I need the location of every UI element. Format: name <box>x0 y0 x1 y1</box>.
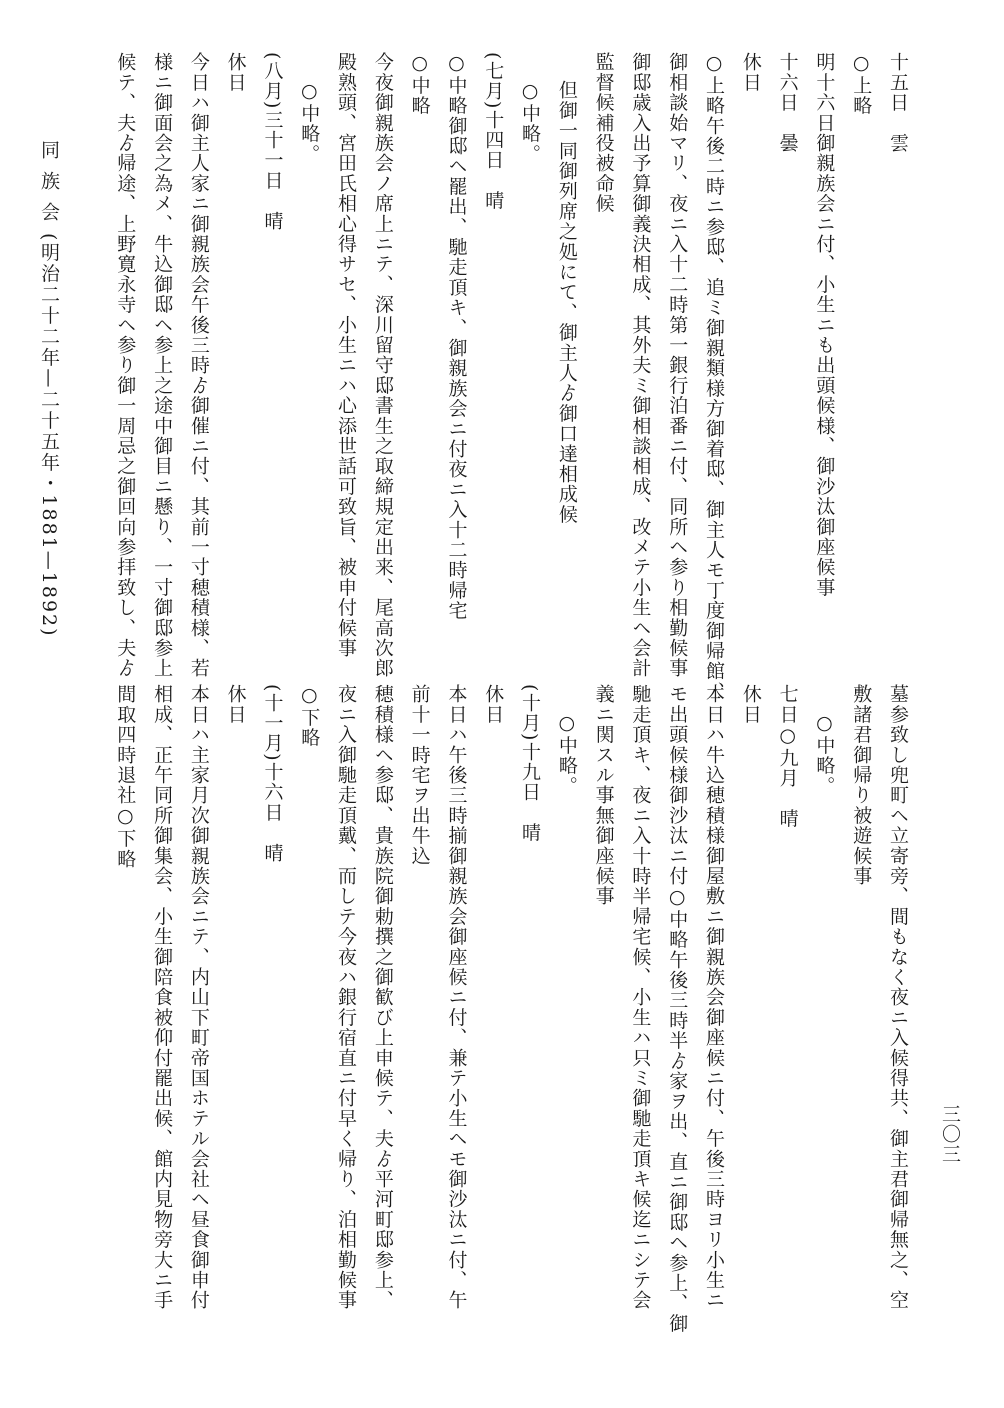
text-line: モ出頭候様御沙汰ニ付○中略午後三時半ゟ家ヲ出、直ニ御邸ヘ参上、御 <box>666 684 689 1334</box>
text-line: 穂積様ヘ参邸、貴族院御勅撰之御歓び上申候テ、夫ゟ平河町邸参上、 <box>371 684 394 1311</box>
text-line: 義ニ関スル事無御座候事 <box>592 684 615 907</box>
text-line: 休日 <box>739 684 762 725</box>
text-line: 監督候補役被命候 <box>592 52 615 214</box>
text-line: (七月)十四日 晴 <box>482 52 505 211</box>
running-header <box>36 140 63 638</box>
text-line: 相成、正午同所御集会、小生御陪食被仰付罷出候、館内見物旁大ニ手 <box>151 684 174 1311</box>
text-line: ○中略。 <box>813 712 836 796</box>
text-line: 休日 <box>739 52 762 93</box>
text-line: 十六日 曇 <box>776 52 799 153</box>
text-line: 本日ハ午後三時揃御親族会御座候ニ付、兼テ小生ヘモ御沙汰ニ付、午 <box>445 684 468 1311</box>
text-line: 休日 <box>482 684 505 725</box>
text-line: 墓参致し兜町ヘ立寄旁、間もなく夜ニ入候得共、御主君御帰無之、空 <box>887 684 909 1311</box>
text-line: 夜ニ入御馳走頂戴、而しテ今夜ハ銀行宿直ニ付早く帰り、泊相勤候事 <box>335 684 358 1311</box>
text-line: ○中略。 <box>555 712 578 796</box>
text-line: (八月)三十一日 晴 <box>261 52 284 231</box>
text-line: 間取四時退社○下略 <box>114 684 137 869</box>
text-line: 本日ハ牛込穂積様御屋敷ニ御親族会御座候ニ付、午後三時ヨリ小生ニ <box>703 684 726 1311</box>
header-title: 同族会 <box>38 140 60 233</box>
page-number: 三〇三 <box>939 1104 961 1164</box>
text-line: 今日ハ御主人家ニ御親族会午後三時ゟ御催ニ付、其前一寸穂積様、若 <box>187 52 210 679</box>
text-line: ○中略御邸ヘ罷出、馳走頂キ、御親族会ニ付夜ニ入十二時帰宅 <box>445 52 468 621</box>
text-line: 十五日 雲 <box>887 52 909 153</box>
text-line: 候テ、夫ゟ帰途、上野寛永寺ヘ参り御一周忌之御回向参拝致し、夫ゟ <box>114 52 137 679</box>
text-line: 殿熟頭、宮田氏相心得サセ、小生ニハ心添世話可致旨、被申付候事 <box>335 52 358 658</box>
text-line: 御邸歳入出予算御義決相成、其外夫ミ御相談相成、改メテ小生ヘ会計 <box>629 52 652 679</box>
text-line: 本日ハ主家月次御親族会ニテ、内山下町帝国ホテル会社ヘ昼食御申付 <box>187 684 210 1311</box>
header-period: (明治二十二年—二十五年・1881—1892) <box>38 233 60 638</box>
text-line: ○上略午後二時ニ参邸、追ミ御親類様方御着邸、御主人モ丁度御帰館、 <box>703 52 726 702</box>
text-line: 前十一時宅ヲ出牛込 <box>408 684 431 866</box>
bottom-text-block <box>96 684 916 1334</box>
text-line: 七日○九月 晴 <box>776 684 799 829</box>
text-line: ○中略。 <box>298 80 321 164</box>
text-line: (十一月)十六日 晴 <box>261 684 284 863</box>
text-line: 休日 <box>224 52 247 93</box>
text-line: 但御一同御列席之処にて、御主人ゟ御口達相成候 <box>555 80 578 525</box>
text-line: ○中略 <box>408 52 431 116</box>
text-line: (十月)十九日 晴 <box>519 684 542 843</box>
text-line: 馳走頂キ、夜ニ入十時半帰宅候、小生ハ只ミ御馳走頂キ候迄ニシテ会 <box>629 684 652 1311</box>
text-line: 休日 <box>224 684 247 725</box>
text-line: ○中略。 <box>519 80 542 164</box>
text-line: 今夜御親族会ノ席上ニテ、深川留守邸書生之取締規定出来、尾高次郎 <box>371 52 394 679</box>
text-line: 様ニ御面会之為メ、牛込御邸ヘ参上之途中御目ニ懸り、一寸御邸参上 <box>151 52 174 679</box>
text-line: ○下略 <box>298 684 321 748</box>
text-line: 敷諸君御帰り被遊候事 <box>850 684 873 886</box>
text-line: ○上略 <box>850 52 873 116</box>
text-line: 御相談始マリ、夜ニ入十二時第一銀行泊番ニ付、同所ヘ参り相勤候事 <box>666 52 689 679</box>
text-line: 明十六日御親族会ニ付、小生ニも出頭候様、御沙汰御座候事 <box>813 52 836 598</box>
top-text-block <box>96 52 916 702</box>
